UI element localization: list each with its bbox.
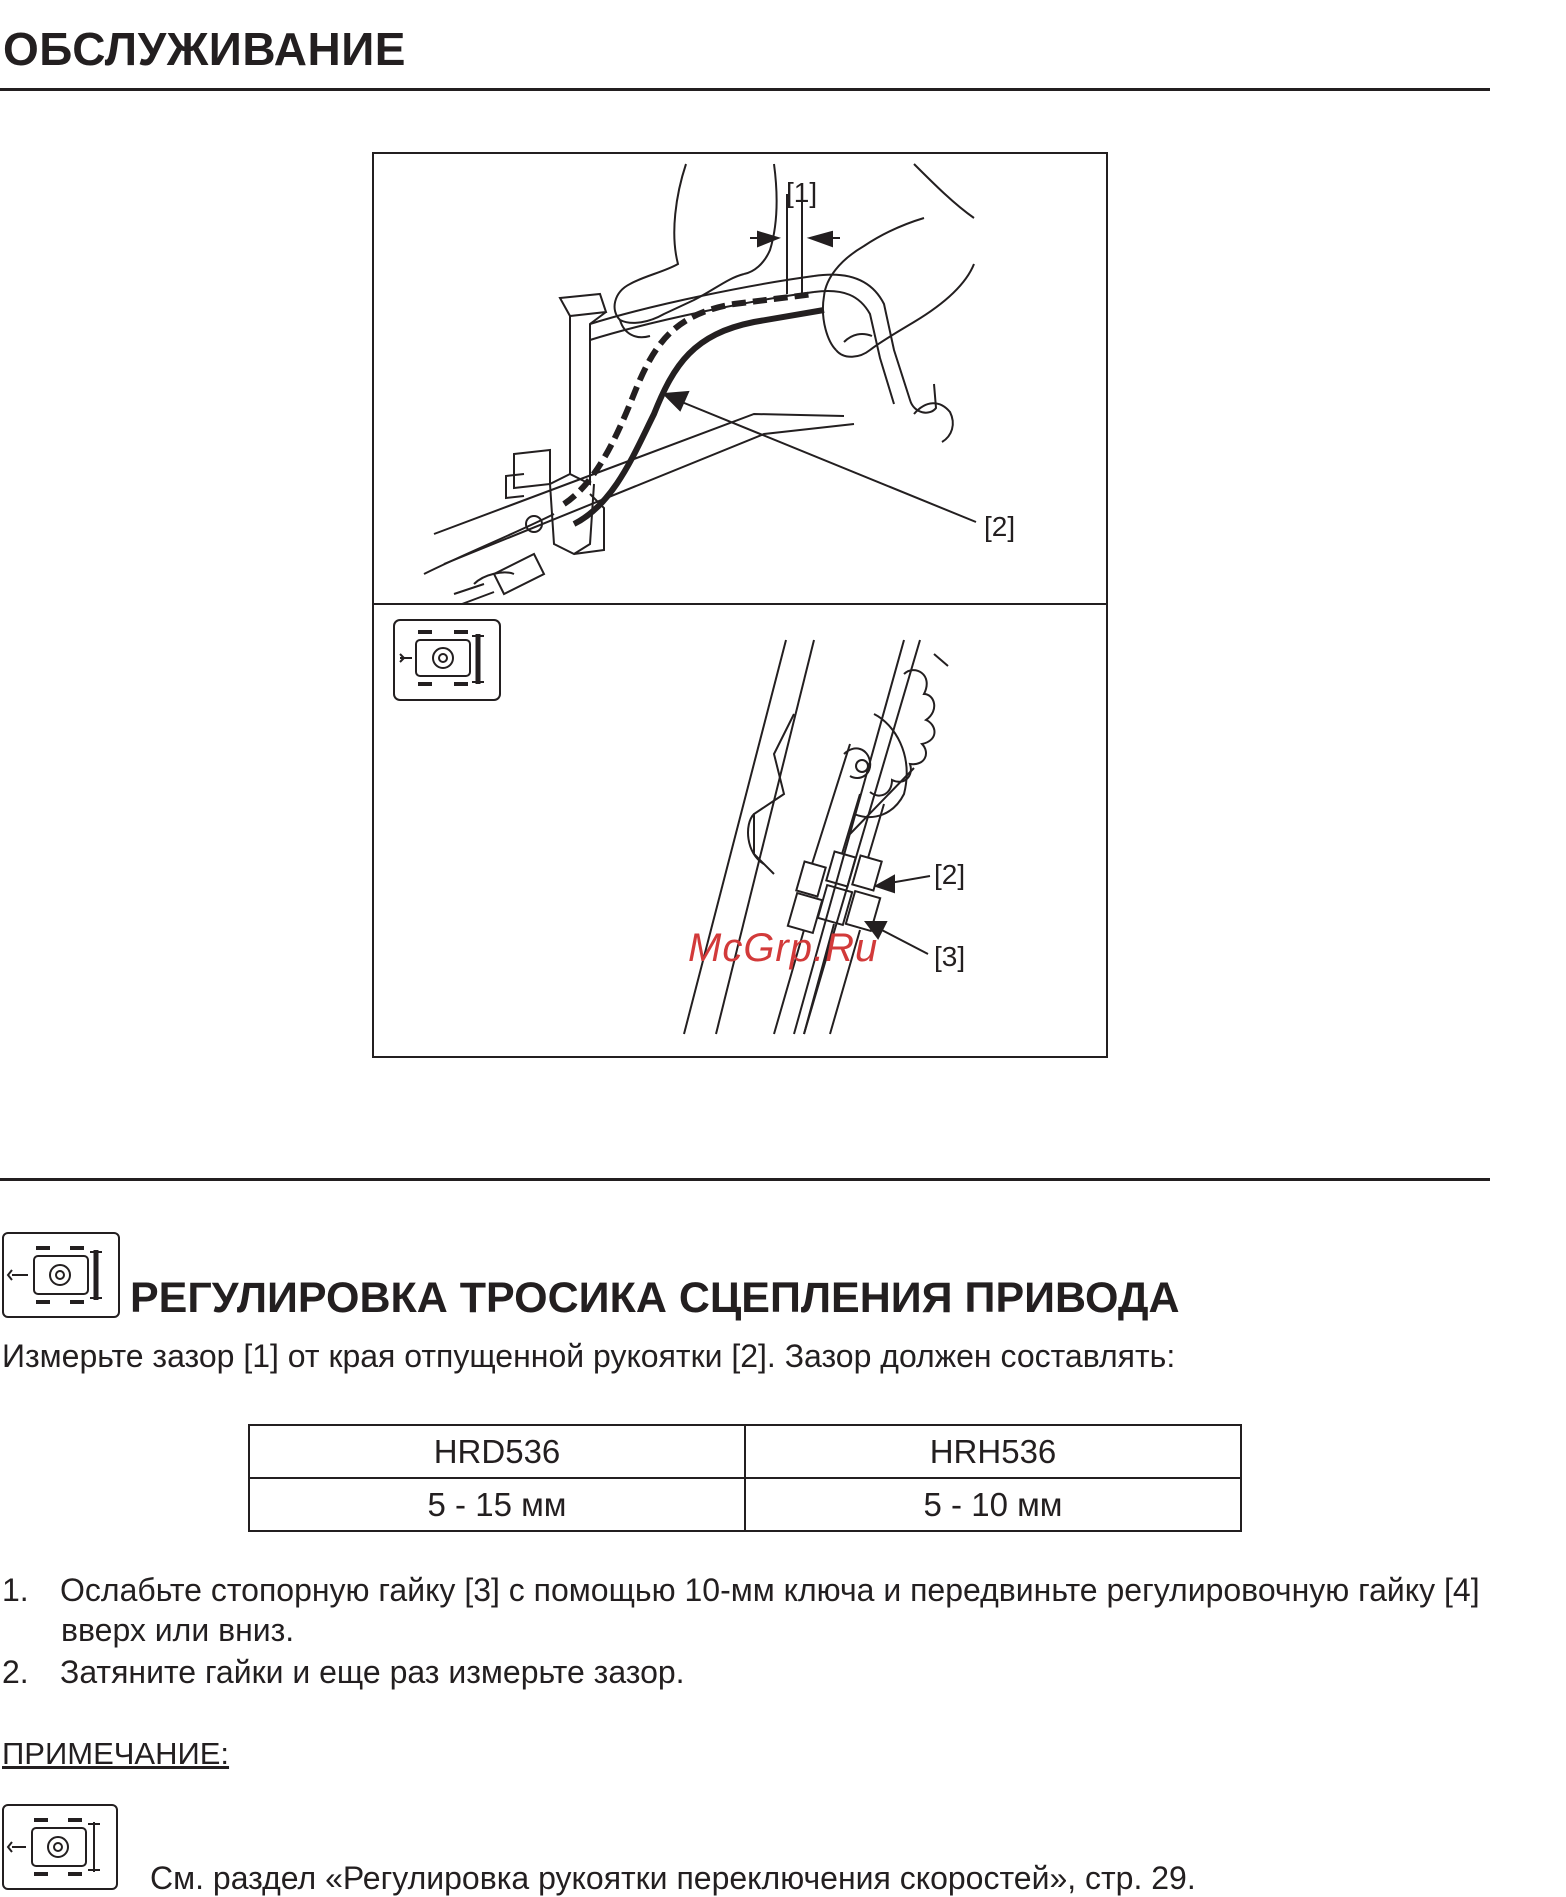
- table-header-hrh536: HRH536: [745, 1425, 1241, 1478]
- drive-clutch-icon: [2, 1232, 120, 1318]
- step-text: Ослабьте стопорную гайку [3] с помощью 10-мм ключа и передвиньте регулировочную гайку [4]: [60, 1572, 1480, 1608]
- step-2: [0, 1654, 685, 1691]
- intro-text: Измерьте зазор [1] от края отпущенной рукоятки [2]. Зазор должен составлять:: [2, 1338, 1176, 1374]
- drive-clutch-icon-figure: [394, 620, 500, 700]
- table-value-hrh536: 5 - 10 мм: [745, 1478, 1241, 1531]
- spec-table: [248, 1424, 1242, 1532]
- section-rule: [0, 1178, 1490, 1181]
- table-header-row: [249, 1425, 1241, 1478]
- watermark: McGrp.Ru: [688, 926, 879, 970]
- reference-text: См. раздел «Регулировка рукоятки переключения скоростей», стр. 29.: [150, 1860, 1196, 1896]
- callout-2-bottom: [2]: [934, 859, 966, 890]
- table-row: [249, 1478, 1241, 1531]
- figure-frame: [372, 152, 1108, 1058]
- callout-1-top: [1]: [786, 177, 818, 208]
- clutch-cable: [564, 294, 824, 524]
- table-header-hrd536: HRD536: [249, 1425, 745, 1478]
- section-heading: РЕГУЛИРОВКА ТРОСИКА СЦЕПЛЕНИЯ ПРИВОДА: [130, 1274, 1180, 1322]
- handle-illustration: [424, 164, 974, 604]
- figure-illustration: [374, 154, 1106, 1056]
- step-number: 1.: [2, 1572, 29, 1608]
- header-rule: [0, 88, 1490, 91]
- callout-3-bottom: [3]: [934, 941, 966, 972]
- cable-adjuster-illustration: [684, 640, 948, 1034]
- step-1: [0, 1572, 1480, 1609]
- step-text: Затяните гайки и еще раз измерьте зазор.: [60, 1654, 685, 1690]
- note-label: ПРИМЕЧАНИЕ:: [2, 1736, 230, 1771]
- drive-clutch-icon: [2, 1804, 118, 1890]
- table-value-hrd536: 5 - 15 мм: [249, 1478, 745, 1531]
- step-number: 2.: [2, 1654, 29, 1690]
- page-title: ОБСЛУЖИВАНИЕ: [3, 23, 406, 75]
- step-1-continuation: вверх или вниз.: [61, 1612, 295, 1648]
- callout-2-top: [2]: [984, 511, 1016, 542]
